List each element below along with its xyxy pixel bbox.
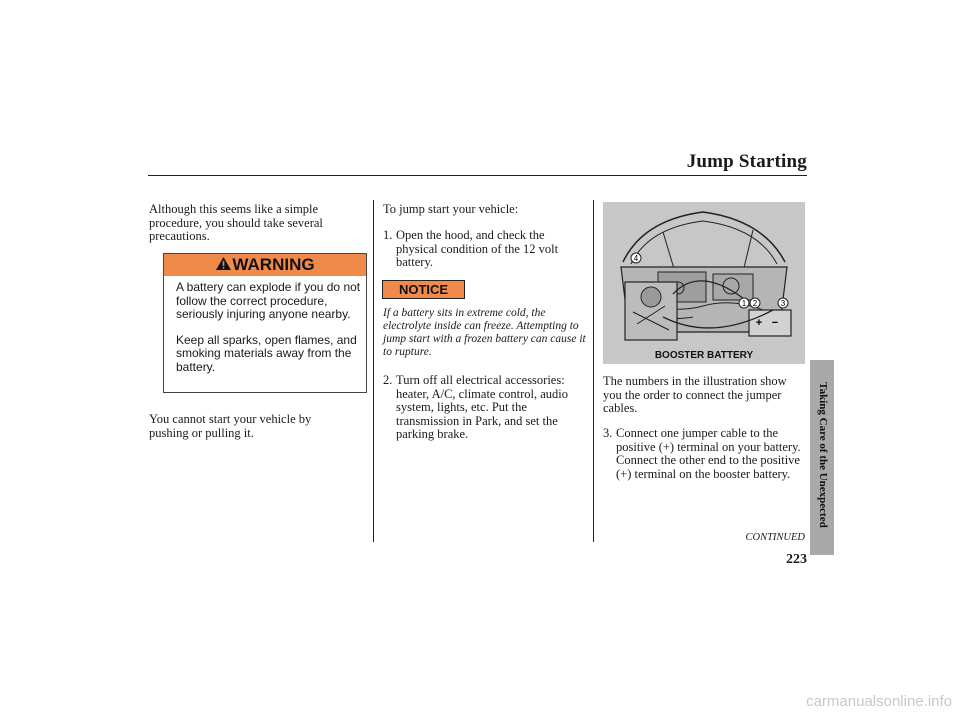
warning-box [163, 253, 367, 393]
notice-badge: NOTICE [382, 280, 465, 299]
warning-heading [164, 255, 366, 275]
step-text: Open the hood, and check the physical condition of the 12 volt battery. [396, 228, 559, 269]
illustration-explanation: The numbers in the illustration show you the order to connect the jumper cables. [603, 374, 787, 415]
step-number: 2. [383, 373, 393, 387]
column-divider-left [373, 200, 374, 542]
notice-text: If a battery sits in extreme cold, the electrolyte inside can freeze. Attempting to jump start with a frozen battery can cause it to rupture. [383, 307, 586, 358]
note-paragraph: You cannot start your vehicle by pushing or pulling it. [149, 412, 312, 440]
illustration-caption: BOOSTER BATTERY [654, 350, 754, 361]
step-3 [603, 427, 803, 481]
continued-label: CONTINUED [745, 532, 805, 543]
page-number: 223 [786, 552, 807, 567]
callout-3: 3 [780, 299, 786, 308]
engine-bay-illustration [603, 202, 805, 364]
watermark: carmanualsonline.info [806, 693, 952, 710]
intro-paragraph: Although this seems like a simple procedure, you should take several precautions. [149, 202, 323, 243]
step-text: Turn off all electrical accessories: heater, A/C, climate control, audio system, lights, etc. Put the transmission in Park, and set the parking brake. [396, 373, 569, 441]
warning-triangle-icon [215, 256, 232, 271]
step-text: Connect one jumper cable to the positive (+) terminal on your battery. Connect the other end to the positive (+) terminal on the booster battery. [616, 426, 801, 481]
callout-1: 1 [741, 299, 747, 308]
step-number: 1. [383, 228, 393, 242]
plus-symbol: + [755, 317, 763, 329]
warning-paragraph: Keep all sparks, open flames, and smoking materials away from the battery. [176, 332, 357, 374]
steps-intro: To jump start your vehicle: [383, 202, 519, 216]
step-1 [383, 229, 583, 270]
callout-2: 2 [752, 299, 758, 308]
step-2 [383, 374, 583, 442]
warning-text [176, 281, 361, 387]
section-tab-text: Taking Care of the Unexpected [816, 382, 829, 528]
step-number: 3. [603, 426, 613, 440]
section-title: Jump Starting [686, 151, 807, 172]
warning-paragraph: A battery can explode if you do not follow the correct procedure, seriously injuring anyone nearby. [176, 280, 361, 322]
warning-label: WARNING [232, 255, 315, 274]
minus-symbol: − [771, 317, 779, 329]
engine-bay-drawing [603, 202, 805, 364]
header-rule [148, 175, 807, 176]
column-divider-right [593, 200, 594, 542]
callout-4: 4 [633, 254, 639, 263]
